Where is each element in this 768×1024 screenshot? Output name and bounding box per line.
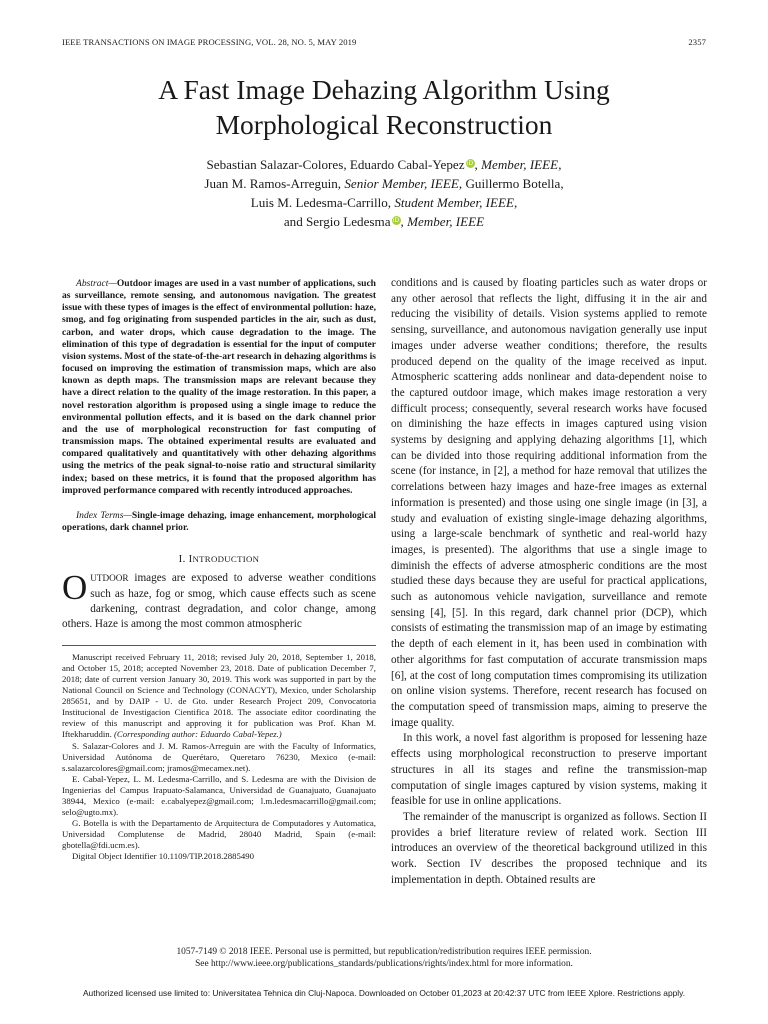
- body-paragraph-3: The remainder of the manuscript is organized as follows. Section II provides a brief literature review of related work. Section III introduces an overview of the theoretical background utilized in this work. Section IV describes the proposed technique and its implementation in depth. Obtained results are: [391, 810, 707, 886]
- author-list: [60, 155, 708, 231]
- abstract: Abstract—Outdoor images are used in a vast number of applications, such as surveillance, remote sensing, and autonomous navigation. The greatest issue with these types of images is the effect of environmental pollution: haze, smog, and fog originating from suspended particles in the air, such as dust, carbon, and water drops, which cause degradation to the image. The elimination of this type of degradation is essential for the input of computer vision systems. Most of the state-of-the-art research in dehazing algorithms is focused on improving the estimation of transmission maps, which are also known as depth maps. The transmission maps are relevant because they have a direct relation to the quality of the image restoration. In this paper, a novel restoration algorithm is proposed using a single image to reduce the environmental pollution effects, and it is based on the dark channel prior and the use of morphological reconstruction for fast computing of transmission maps. The obtained experimental results are evaluated and compared qualitatively and quantitatively with other dehazing algorithms using the metrics of the peak signal-to-noise ratio and structural similarity index; based on these metrics, it is found that the proposed algorithm has improved performance compared with recently introduced approaches.: [62, 278, 376, 496]
- page-number: 2357: [688, 37, 706, 47]
- license-footer: Authorized licensed use limited to: Universitatea Tehnica din Cluj-Napoca. Downloaded on October 01,2023 at 20:42:37 UTC from IEEE Xplore. Restrictions apply.: [82, 988, 686, 998]
- footnote-manuscript: Manuscript received February 11, 2018; revised July 20, 2018, September 1, 2018, and October 15, 2018; accepted November 23, 2018. Date of publication December 7, 2018; date of current version January 30, 2019. This work was supported in part by the National Council on Science and Technology (CONACYT), Mexico, under Scholarship 285651, and by DAIP - U. de Gto. under Research Project 209, Convocatoria Institucional de Investigacion Cientifica 2018. The associate editor coordinating the review of this manuscript and approving it for publication was Prof. Khan M. Iftekharuddin. (Corresponding author: Eduardo Cabal-Yepez.): [62, 651, 376, 740]
- footnote-affiliation-3: G. Botella is with the Departamento de Arquitectura de Computadores y Automatica, Universidad Complutense de Madrid, 28040 Madrid, Spain (e-mail: gbotella@fdi.ucm.es).: [62, 818, 376, 851]
- paper-title: [60, 72, 708, 142]
- journal-name: IEEE TRANSACTIONS ON IMAGE PROCESSING, VOL. 28, NO. 5, MAY 2019: [62, 37, 357, 47]
- title-line-2: Morphological Reconstruction: [215, 109, 553, 140]
- footnote-affiliation-2: E. Cabal-Yepez, L. M. Ledesma-Carrillo, and S. Ledesma are with the Division de Ingenierias del Campus Irapuato-Salamanca, Universidad de Guanajuato, Guanajuato 38944, Mexico (e-mail: e.cabalyepez@gmail.com; l.m.ledesmacarrillo@gmail.com; selo@ugto.mx).: [62, 773, 376, 818]
- introduction-paragraph: OUTDOOR images are exposed to adverse weather conditions such as haze, fog or smog, which cause effects such as scene darkening, contrast degradation, and color change, among others. Haze is among the most common atmospheric: [62, 568, 376, 631]
- copyright-notice: 1057-7149 © 2018 IEEE. Personal use is permitted, but republication/redistribution requires IEEE permission. See http://www.ieee.org/publications_standards/publications/rights/index.html for more information.: [60, 946, 708, 970]
- doi[interactable]: Digital Object Identifier 10.1109/TIP.2018.2885490: [72, 851, 254, 862]
- footnote-divider: [62, 645, 376, 646]
- left-column: [62, 278, 376, 863]
- section-heading-introduction: I. INTRODUCTION: [178, 553, 260, 566]
- author-line-3: Luis M. Ledesma-Carrillo, Student Member, IEEE,: [250, 195, 518, 210]
- rights-link[interactable]: See http://www.ieee.org/publications_standards/publications/rights/index.html for more information.: [195, 959, 573, 969]
- author-line-1: Sebastian Salazar-Colores, Eduardo Cabal-Yepez iD, Member, IEEE,: [206, 157, 562, 172]
- running-header: [62, 37, 706, 51]
- footnotes: [62, 652, 376, 863]
- body-paragraph-2: In this work, a novel fast algorithm is proposed for lessening haze effects using morphological reconstruction to preserve important structures in all its stages and refine the transmission-map computation of single images captured by vision systems, making it feasible for use in online applications.: [391, 732, 707, 808]
- title-line-1: A Fast Image Dehazing Algorithm Using: [158, 74, 610, 105]
- author-line-2: Juan M. Ramos-Arreguin, Senior Member, IEEE, Guillermo Botella,: [204, 176, 564, 191]
- body-paragraph-1: conditions and is caused by floating particles such as water drops or any other aerosol that reflects the light, diffusing it in the air and reducing the visibility of details. Vision systems applied to remote sensing, surveillance, and autonomous navigation generally use input images under adverse weather conditions; therefore, the results produced depend on the quality of the image received as input. Atmospheric scattering adds nonlinear and data-dependent noise to the captured outdoor image, which makes image restoration a very difficult process; consequently, several research works have focused on diminishing the haze effects in images captured using vision systems by designing and applying dehazing algorithms [1], which can be divided into those requiring additional information from the scene (for instance, in [2], a method for haze removal that utilizes the correlations between hazy images and haze-free images as external information is presented) and those using one single image (in [3], a study and evaluation of existing single-image dehazing algorithms, using a large-scale benchmark of synthetic and real-world hazy images, is presented). The algorithms that use a single image to diminish the effects of adverse atmospheric conditions are the most studied these days because they are useful for practical applications, such as autonomous vehicle navigation, surveillance and remote sensing [4], [5]. In this regard, dark channel prior (DCP), which consists of estimating the transmission map of an image by estimating the depth of each element in it, has been used in combination with other algorithms for fast computation of accurate transmission maps [6], at the cost of long computation times compromising its utilization on online vision systems. Therefore, recent research has focused on the computation speed of transmission maps, aiming to preserve the image quality.: [391, 277, 707, 729]
- index-terms: Index Terms—Single-image dehazing, image enhancement, morphological operations, dark channel prior.: [62, 509, 376, 533]
- drop-cap: O: [62, 568, 88, 608]
- footnote-affiliation-1: S. Salazar-Colores and J. M. Ramos-Arreguin are with the Faculty of Informatics, Universidad Autónoma de Querétaro, Queretaro 76230, Mexico (e-mail: s.salazarcolores@gmail.com; jramos@mecamex.net).: [62, 740, 376, 773]
- orcid-icon[interactable]: iD: [466, 160, 474, 167]
- author-line-4: and Sergio Ledesma iD, Member, IEEE: [283, 214, 485, 229]
- right-column: [391, 276, 707, 888]
- orcid-icon[interactable]: iD: [392, 217, 400, 224]
